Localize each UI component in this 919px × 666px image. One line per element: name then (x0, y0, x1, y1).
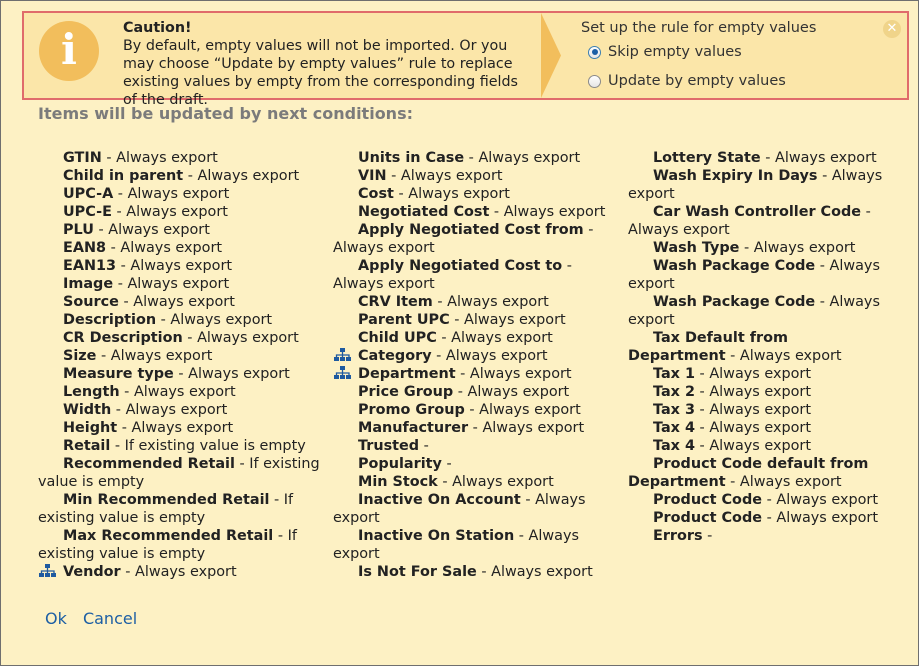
close-icon[interactable]: ✕ (883, 20, 901, 38)
condition-rule: - Always export (468, 420, 585, 436)
caution-text (123, 19, 533, 109)
condition-rule: - Always export (333, 492, 586, 526)
condition-rule: - Always export (449, 312, 566, 328)
condition-field-name: Child in parent (63, 168, 184, 184)
condition-field-name: Max Recommended Retail (63, 528, 274, 544)
condition-rule: - Always export (464, 402, 581, 418)
condition-row (628, 329, 890, 365)
condition-field-name: Lottery State (653, 150, 761, 166)
hierarchy-icon (333, 348, 351, 362)
hierarchy-icon (38, 564, 56, 578)
condition-row (38, 221, 323, 239)
condition-rule: - Always export (333, 222, 594, 256)
condition-rule: - Always export (762, 492, 878, 508)
condition-row (628, 491, 890, 509)
condition-rule: - Always export (694, 438, 811, 454)
condition-field-name: Manufacturer (358, 420, 469, 436)
condition-row (333, 383, 618, 401)
condition-field-name: Wash Package Code (653, 258, 816, 274)
condition-field-name: Units in Case (358, 150, 465, 166)
condition-rule: - Always export (111, 204, 228, 220)
info-icon: i (39, 21, 99, 81)
condition-rule: - Always export (760, 150, 877, 166)
condition-row (628, 527, 890, 545)
condition-rule: - Always export (333, 528, 579, 562)
condition-field-name: Product Code (653, 492, 763, 508)
condition-row (38, 347, 323, 365)
condition-row (333, 203, 618, 221)
condition-row (628, 257, 890, 293)
condition-row (38, 455, 323, 491)
condition-rule: - Always export (476, 564, 593, 580)
condition-rule: - Always export (183, 168, 300, 184)
condition-field-name: Wash Type (653, 240, 740, 256)
condition-row (38, 203, 323, 221)
condition-field-name: Promo Group (358, 402, 465, 418)
condition-field-name: Tax 4 (653, 438, 695, 454)
condition-rule: - Always export (106, 240, 223, 256)
condition-row (628, 239, 890, 257)
condition-row (628, 455, 890, 491)
skip-empty-values-option[interactable] (581, 42, 881, 62)
condition-field-name: Product Code (653, 510, 763, 526)
update-by-empty-values-label: Update by empty values (608, 73, 786, 89)
condition-field-name: Tax 2 (653, 384, 695, 400)
condition-row (333, 257, 618, 293)
condition-field-name: PLU (63, 222, 94, 238)
condition-rule: - Always export (93, 222, 210, 238)
skip-empty-values-radio[interactable] (588, 46, 601, 59)
condition-row (333, 149, 618, 167)
condition-field-name: EAN13 (63, 258, 117, 274)
condition-row (333, 221, 618, 257)
condition-field-name: Vendor (63, 564, 121, 580)
condition-row (333, 311, 618, 329)
ok-button[interactable]: Ok (45, 609, 67, 628)
condition-field-name: Width (63, 402, 112, 418)
condition-rule: - If existing value is empty (110, 438, 306, 454)
condition-row (628, 509, 890, 527)
condition-row (333, 563, 618, 581)
condition-field-name: Wash Expiry In Days (653, 168, 818, 184)
condition-rule: - Always export (431, 348, 548, 364)
condition-row (628, 167, 890, 203)
condition-rule: - Always export (725, 348, 842, 364)
condition-row (333, 365, 618, 383)
condition-rule: - Always export (101, 150, 218, 166)
condition-field-name: Car Wash Controller Code (653, 204, 862, 220)
dialog-footer (45, 609, 148, 628)
skip-empty-values-label: Skip empty values (608, 44, 742, 60)
condition-rule: - Always export (393, 186, 510, 202)
condition-field-name: Recommended Retail (63, 456, 235, 472)
condition-field-name: Errors (653, 528, 703, 544)
condition-row (333, 419, 618, 437)
condition-row (38, 149, 323, 167)
condition-field-name: Size (63, 348, 97, 364)
condition-rule: - Always export (173, 366, 290, 382)
condition-rule: - (441, 456, 452, 472)
condition-rule: - Always export (436, 330, 553, 346)
condition-field-name: Apply Negotiated Cost to (358, 258, 563, 274)
condition-rule: - Always export (694, 420, 811, 436)
condition-field-name: Inactive On Station (358, 528, 515, 544)
condition-field-name: Tax 1 (653, 366, 695, 382)
condition-row (38, 329, 323, 347)
condition-rule: - Always export (762, 510, 878, 526)
condition-row (333, 437, 618, 455)
condition-field-name: Is Not For Sale (358, 564, 477, 580)
condition-field-name: CRV Item (358, 294, 433, 310)
condition-rule: - Always export (113, 276, 230, 292)
condition-row (38, 239, 323, 257)
condition-rule: - Always export (432, 294, 549, 310)
condition-rule: - Always export (182, 330, 299, 346)
empty-values-rule (581, 20, 881, 91)
condition-field-name: Min Recommended Retail (63, 492, 270, 508)
condition-row (628, 383, 890, 401)
condition-field-name: Measure type (63, 366, 174, 382)
condition-row (38, 167, 323, 185)
condition-row (333, 329, 618, 347)
condition-field-name: Price Group (358, 384, 454, 400)
condition-field-name: Parent UPC (358, 312, 450, 328)
condition-row (333, 167, 618, 185)
condition-row (38, 419, 323, 437)
condition-row (38, 491, 323, 527)
condition-row (38, 365, 323, 383)
condition-row (38, 293, 323, 311)
condition-rule: - Always export (113, 186, 230, 202)
condition-row (38, 401, 323, 419)
condition-row (38, 527, 323, 563)
condition-row (38, 437, 323, 455)
condition-field-name: Popularity (358, 456, 442, 472)
condition-rule: - Always export (739, 240, 856, 256)
condition-field-name: Department (358, 366, 456, 382)
condition-rule: - Always export (116, 258, 233, 274)
condition-field-name: Description (63, 312, 157, 328)
condition-field-name: Apply Negotiated Cost from (358, 222, 584, 238)
cancel-button[interactable]: Cancel (82, 609, 138, 628)
condition-rule: - Always export (694, 402, 811, 418)
condition-rule: - Always export (333, 258, 572, 292)
condition-row (333, 401, 618, 419)
condition-field-name: Min Stock (358, 474, 438, 490)
condition-row (38, 275, 323, 293)
condition-rule: - Always export (96, 348, 213, 364)
condition-row (628, 293, 890, 329)
condition-field-name: Height (63, 420, 118, 436)
condition-row (628, 149, 890, 167)
arrow-divider-icon (541, 13, 561, 98)
condition-rule: - Always export (111, 402, 228, 418)
condition-rule: - If existing value is empty (38, 492, 294, 526)
condition-row (333, 347, 618, 365)
update-by-empty-values-radio[interactable] (588, 75, 601, 88)
condition-rule: - Always export (120, 564, 237, 580)
condition-row (333, 293, 618, 311)
conditions-heading: Items will be updated by next conditions: (38, 104, 413, 123)
condition-rule: - Always export (156, 312, 273, 328)
condition-row (628, 365, 890, 383)
condition-field-name: UPC-E (63, 204, 112, 220)
condition-field-name: Length (63, 384, 120, 400)
condition-field-name: Child UPC (358, 330, 437, 346)
caution-panel (22, 11, 909, 108)
condition-rule: - Always export (453, 384, 570, 400)
condition-field-name: Retail (63, 438, 111, 454)
condition-row (333, 527, 618, 563)
condition-rule: - (419, 438, 429, 454)
update-by-empty-values-option[interactable] (581, 71, 881, 91)
condition-field-name: Trusted (358, 438, 420, 454)
condition-rule: - Always export (628, 294, 880, 328)
condition-row (333, 185, 618, 203)
condition-row (628, 203, 890, 239)
condition-rule: - If existing value is empty (38, 456, 320, 490)
condition-rule: - Always export (489, 204, 606, 220)
condition-row (628, 437, 890, 455)
condition-field-name: Product Code default from Department (628, 456, 869, 490)
condition-field-name: Negotiated Cost (358, 204, 490, 220)
condition-row (628, 401, 890, 419)
condition-rule: - Always export (386, 168, 503, 184)
condition-row (333, 491, 618, 527)
conditions-column-1 (38, 149, 323, 581)
hierarchy-icon (333, 366, 351, 380)
condition-row (38, 185, 323, 203)
condition-field-name: Tax 4 (653, 420, 695, 436)
caution-body: By default, empty values will not be imported. Or you may choose “Update by empty values” rule to replace existing values by empty from the corresponding fields of the draft. (123, 38, 518, 108)
condition-field-name: EAN8 (63, 240, 107, 256)
caution-title: Caution! (123, 20, 192, 36)
rule-title: Set up the rule for empty values (581, 20, 817, 36)
condition-rule: - Always export (694, 384, 811, 400)
condition-field-name: UPC-A (63, 186, 114, 202)
condition-field-name: Tax Default from Department (628, 330, 788, 364)
condition-row (333, 455, 618, 473)
condition-rule: - Always export (628, 204, 871, 238)
condition-field-name: CR Description (63, 330, 183, 346)
condition-rule: - Always export (628, 258, 880, 292)
condition-field-name: VIN (358, 168, 387, 184)
condition-field-name: Image (63, 276, 114, 292)
condition-rule: - Always export (119, 384, 236, 400)
condition-rule: - Always export (725, 474, 842, 490)
conditions-column-3 (628, 149, 890, 545)
condition-row (38, 257, 323, 275)
condition-field-name: Source (63, 294, 119, 310)
condition-row (38, 311, 323, 329)
conditions-column-2 (333, 149, 618, 581)
condition-row (628, 419, 890, 437)
condition-row (38, 563, 323, 581)
condition-field-name: Tax 3 (653, 402, 695, 418)
condition-row (38, 383, 323, 401)
condition-rule: - Always export (437, 474, 554, 490)
condition-field-name: GTIN (63, 150, 102, 166)
condition-rule: - Always export (455, 366, 572, 382)
condition-rule: - (702, 528, 713, 544)
condition-rule: - Always export (628, 168, 883, 202)
condition-field-name: Category (358, 348, 432, 364)
condition-rule: - Always export (694, 366, 811, 382)
condition-rule: - Always export (118, 294, 235, 310)
condition-rule: - Always export (464, 150, 581, 166)
condition-field-name: Inactive On Account (358, 492, 521, 508)
condition-rule: - Always export (117, 420, 234, 436)
condition-rule: - If existing value is empty (38, 528, 297, 562)
condition-field-name: Cost (358, 186, 394, 202)
condition-row (333, 473, 618, 491)
condition-field-name: Wash Package Code (653, 294, 816, 310)
